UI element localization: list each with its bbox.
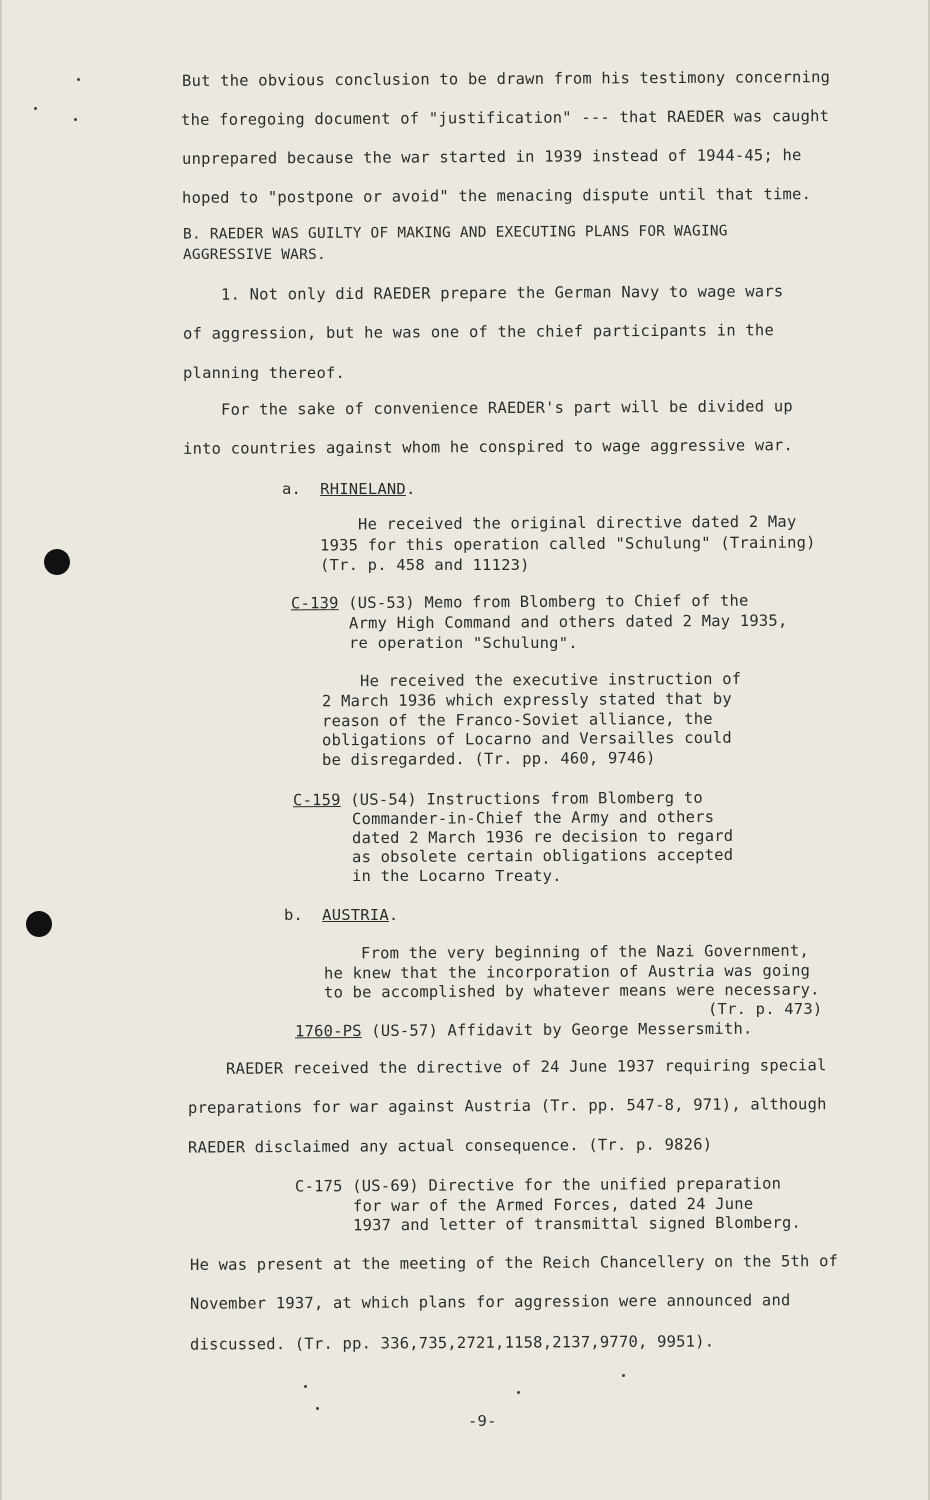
text-line: But the obvious conclusion to be drawn from his testimony concerning	[181, 68, 831, 90]
text-line: (Tr. p. 458 and 11123)	[320, 556, 530, 574]
speck	[74, 118, 77, 121]
page-number: -9-	[468, 1412, 497, 1430]
text-line: to be accomplished by whatever means were necessary.	[323, 980, 820, 1002]
text-line: 1935 for this operation called "Schulung" (Training)	[319, 533, 816, 555]
exhibit-line	[291, 592, 749, 613]
subsection-label: a.	[282, 480, 302, 498]
speck	[316, 1407, 319, 1410]
text-line: 1. Not only did RAEDER prepare the German Navy to wage wars	[220, 282, 784, 304]
subsection-title: RHINELAND	[320, 480, 406, 498]
subsection-end: .	[388, 906, 399, 924]
exhibit-code: 1760-PS	[294, 1021, 362, 1041]
exhibit-line: C-175 (US-69) Directive for the unified preparation	[294, 1174, 782, 1196]
subsection-end: .	[405, 480, 416, 498]
text-line: planning thereof.	[183, 364, 346, 382]
text-line: (Tr. p. 473)	[708, 1000, 823, 1018]
subsection-heading-rhineland	[282, 480, 416, 498]
text-line: 2 March 1936 which expressly stated that by	[321, 689, 732, 711]
section-heading: B. RAEDER WAS GUILTY OF MAKING AND EXECUTING PLANS FOR WAGING	[182, 223, 728, 243]
text-line: Army High Command and others dated 2 May 1935,	[348, 611, 788, 633]
text-line: hoped to "postpone or avoid" the menacing dispute until that time.	[181, 185, 812, 207]
text-line: be disregarded. (Tr. pp. 460, 9746)	[321, 748, 656, 770]
text-line: November 1937, at which plans for aggression were announced and	[189, 1291, 791, 1313]
text-line: For the sake of convenience RAEDER's part will be divided up	[220, 397, 793, 419]
section-heading: AGGRESSIVE WARS.	[183, 247, 326, 263]
exhibit-text: (US-57) Affidavit by George Messersmith.	[361, 1019, 753, 1040]
subsection-label: b.	[284, 906, 304, 924]
exhibit-code: C-139	[290, 594, 339, 613]
text-line: into countries against whom he conspired to wage aggressive war.	[182, 436, 794, 458]
text-line: preparations for war against Austria (Tr. pp. 547-8, 971), although	[187, 1095, 827, 1117]
exhibit-text: (US-54) Instructions from Blomberg to	[340, 788, 703, 809]
text-line: obligations of Locarno and Versailles could	[321, 728, 732, 750]
text-line: From the very beginning of the Nazi Government,	[360, 941, 810, 963]
exhibit-line	[295, 1020, 753, 1041]
exhibit-text: (US-53) Memo from Blomberg to Chief of the	[338, 591, 749, 613]
subsection-heading-austria	[284, 906, 398, 924]
text-line: of aggression, but he was one of the chief participants in the	[182, 321, 775, 343]
text-line: Commander-in-Chief the Army and others	[351, 807, 715, 829]
text-line: in the Locarno Treaty.	[352, 867, 562, 885]
text-line: the foregoing document of "justification" --- that RAEDER was caught	[180, 107, 830, 129]
speck	[517, 1391, 520, 1394]
text-line: dated 2 March 1936 re decision to regard	[351, 826, 734, 848]
speck	[34, 107, 37, 110]
speck	[304, 1385, 307, 1388]
text-line: for war of the Armed Forces, dated 24 June	[352, 1194, 754, 1216]
text-line: He received the executive instruction of	[359, 669, 742, 691]
punch-hole-top	[44, 549, 70, 575]
subsection-title: AUSTRIA	[322, 906, 389, 924]
exhibit-line	[293, 789, 703, 810]
text-line: as obsolete certain obligations accepted	[351, 845, 734, 867]
text-line: he knew that the incorporation of Austria was going	[323, 961, 811, 983]
text-line: re operation "Schulung".	[349, 634, 578, 652]
speck	[77, 78, 80, 81]
text-line: He received the original directive dated 2 May	[357, 512, 797, 534]
exhibit-code: C-159	[292, 790, 341, 810]
text-line: reason of the Franco-Soviet alliance, the	[321, 709, 713, 731]
text-line: RAEDER received the directive of 24 June 1937 requiring special	[225, 1056, 827, 1078]
text-line: 1937 and letter of transmittal signed Blomberg.	[352, 1213, 802, 1235]
text-line: He was present at the meeting of the Reich Chancellery on the 5th of	[189, 1252, 839, 1274]
punch-hole-bottom	[26, 911, 52, 937]
text-line: discussed. (Tr. pp. 336,735,2721,1158,2137,9770, 9951).	[189, 1332, 715, 1354]
speck	[622, 1374, 625, 1377]
text-line: RAEDER disclaimed any actual consequence. (Tr. p. 9826)	[187, 1135, 713, 1157]
text-line: unprepared because the war started in 1939 instead of 1944-45; he	[181, 146, 802, 168]
